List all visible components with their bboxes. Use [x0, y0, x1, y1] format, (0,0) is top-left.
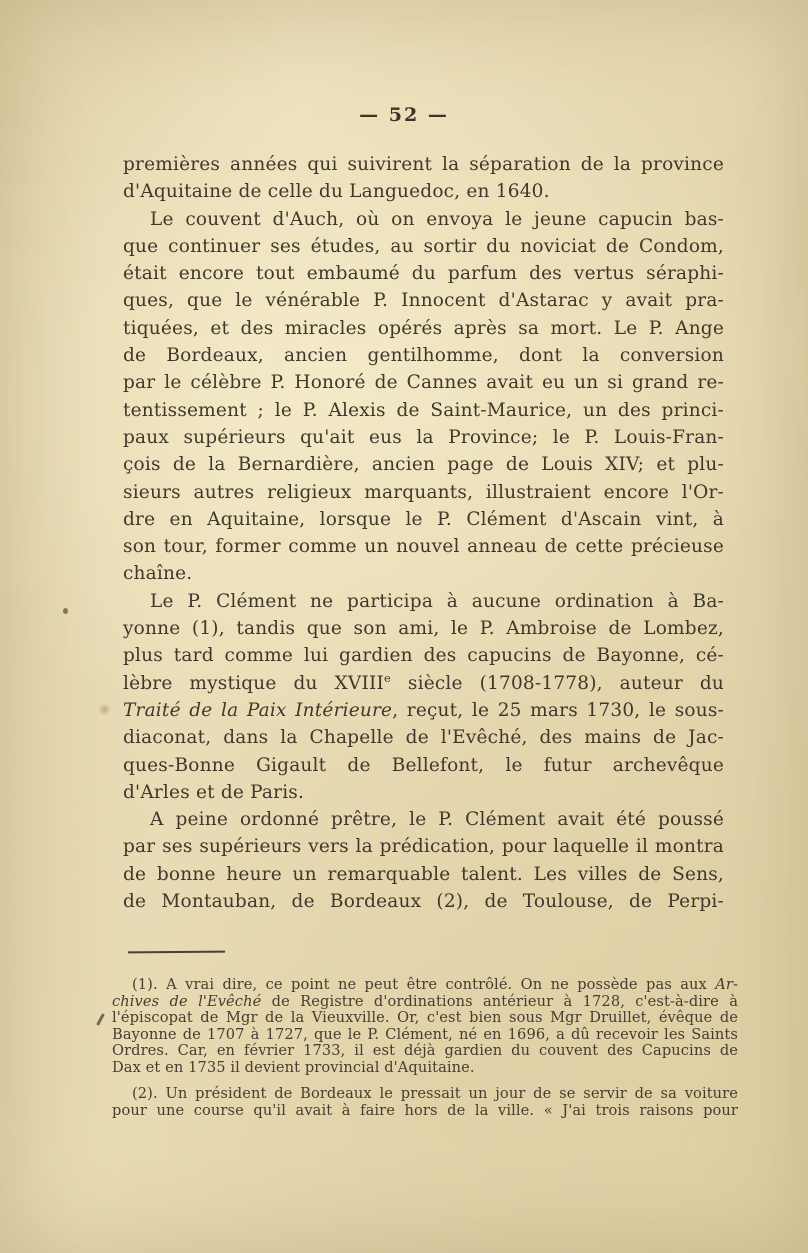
body-text-line	[123, 233, 724, 260]
footnote-line	[112, 1043, 738, 1060]
text-segment: ques, que le vénérable P. Innocent d'Astarac y avait pra-	[123, 290, 724, 312]
body-text-block	[123, 151, 724, 915]
text-segment: plus tard comme lui gardien des capucins de Bayonne, cé-	[123, 645, 724, 667]
body-text-line	[123, 888, 724, 915]
text-segment: (1). A vrai dire, ce point ne peut être contrôlé. On ne possède pas aux	[132, 976, 716, 993]
body-text-line	[123, 806, 724, 833]
text-segment: dre en Aquitaine, lorsque le P. Clément d'Ascain vint, à	[123, 508, 724, 530]
text-segment: chaîne.	[123, 563, 193, 585]
body-text-line	[123, 560, 724, 587]
text-segment: pour une course qu'il avait à faire hors de la ville. « J'ai trois raisons pour	[112, 1101, 738, 1119]
body-text-line	[123, 178, 724, 205]
footnote-line	[112, 1027, 738, 1044]
body-text-line	[123, 369, 724, 396]
text-segment: Bayonne de 1707 à 1727, que le P. Clément, né en 1696, a dû recevoir les Saints	[112, 1025, 738, 1043]
body-text-line	[123, 397, 724, 424]
text-segment: Traité de la Paix Intérieure	[123, 699, 393, 721]
text-segment: Le couvent d'Auch, où on envoya le jeune capucin bas-	[150, 208, 724, 230]
text-segment: chives de l'Evêché	[112, 992, 262, 1010]
page-number: — 52 —	[359, 104, 449, 126]
body-text-line	[123, 615, 724, 642]
text-segment: tentissement ; le P. Alexis de Saint-Maurice, un des princi-	[123, 399, 724, 421]
body-text-line	[123, 670, 724, 697]
text-segment: de Bordeaux, ancien gentilhomme, dont la conversion	[123, 345, 724, 367]
footnote-line	[112, 994, 738, 1011]
footnote-2	[112, 1086, 738, 1119]
text-segment: de bonne heure un remarquable talent. Les villes de Sens,	[123, 863, 724, 885]
body-text-line	[123, 724, 724, 751]
text-segment: sieurs autres religieux marquants, illustraient encore l'Or-	[123, 481, 724, 503]
text-segment: e	[384, 670, 391, 685]
body-text-line	[123, 451, 724, 478]
body-text-line	[123, 697, 724, 724]
body-text-line	[123, 642, 724, 669]
text-segment: de Montauban, de Bordeaux (2), de Toulouse, de Perpi-	[123, 891, 724, 913]
text-segment: Le P. Clément ne participa à aucune ordination à Ba-	[150, 590, 724, 612]
footnote-line	[112, 1086, 738, 1103]
text-segment: l'épiscopat de Mgr de la Vieuxville. Or, c'est bien sous Mgr Druillet, évêque de	[112, 1009, 738, 1027]
text-segment: par ses supérieurs vers la prédication, pour laquelle il montra	[123, 836, 724, 858]
body-text-line	[123, 151, 724, 178]
text-segment: tiquées, et des miracles opérés après sa mort. Le P. Ange	[123, 317, 724, 339]
text-segment: paux supérieurs qu'ait eus la Province; le P. Louis-Fran-	[123, 426, 724, 448]
body-text-line	[123, 479, 724, 506]
body-text-line	[123, 287, 724, 314]
text-segment: était encore tout embaumé du parfum des vertus séraphi-	[123, 263, 724, 285]
footnote-1	[112, 977, 738, 1077]
footnote-line	[112, 1060, 738, 1077]
margin-ink-blot	[99, 703, 110, 716]
margin-pencil-mark	[96, 1013, 105, 1026]
text-segment: premières années qui suivirent la séparation de la province	[123, 154, 724, 175]
text-segment: siècle (1708-1778), auteur du	[391, 672, 725, 694]
text-segment: çois de la Bernardière, ancien page de Louis XIV; et plu-	[123, 454, 724, 476]
body-text-line	[123, 533, 724, 560]
text-segment: que continuer ses études, au sortir du noviciat de Condom,	[123, 235, 724, 257]
text-segment: d'Aquitaine de celle du Languedoc, en 1640.	[123, 181, 550, 203]
footnote-line	[112, 1103, 738, 1120]
text-segment: ques-Bonne Gigault de Bellefont, le futur archevêque	[123, 754, 724, 776]
text-segment: A peine ordonné prêtre, le P. Clément avait été poussé	[150, 809, 724, 831]
footnote-line	[112, 1010, 738, 1027]
paper-speck	[63, 608, 68, 614]
body-text-line	[123, 588, 724, 615]
text-segment: , reçut, le 25 mars 1730, le sous-	[392, 699, 724, 721]
footnote-line	[112, 977, 738, 994]
body-text-line	[123, 206, 724, 233]
body-text-line	[123, 752, 724, 779]
body-text-line	[123, 833, 724, 860]
body-text-line	[123, 424, 724, 451]
body-text-line	[123, 342, 724, 369]
text-segment: yonne (1), tandis que son ami, le P. Ambroise de Lombez,	[123, 618, 724, 640]
text-segment: par le célèbre P. Honoré de Cannes avait eu un si grand re-	[123, 372, 724, 394]
text-segment: lèbre mystique du XVIII	[123, 672, 384, 694]
text-segment: Ar-	[715, 976, 738, 993]
body-text-line	[123, 260, 724, 287]
text-segment: (2). Un président de Bordeaux le pressait un jour de se servir de sa voiture	[132, 1085, 738, 1102]
text-segment: son tour, former comme un nouvel anneau de cette précieuse	[123, 536, 724, 558]
body-text-line	[123, 506, 724, 533]
body-text-line	[123, 779, 724, 806]
text-segment: Ordres. Car, en février 1733, il est déjà gardien du couvent des Capucins de	[112, 1042, 738, 1060]
text-segment: Dax et en 1735 il devient provincial d'Aquitaine.	[112, 1058, 475, 1076]
body-text-line	[123, 861, 724, 888]
text-segment: diaconat, dans la Chapelle de l'Evêché, des mains de Jac-	[123, 727, 724, 749]
footnote-separator-rule	[128, 951, 225, 954]
text-segment: d'Arles et de Paris.	[123, 781, 305, 803]
text-segment: de Registre d'ordinations antérieur à 1728, c'est-à-dire à	[261, 992, 738, 1010]
body-text-line	[123, 315, 724, 342]
